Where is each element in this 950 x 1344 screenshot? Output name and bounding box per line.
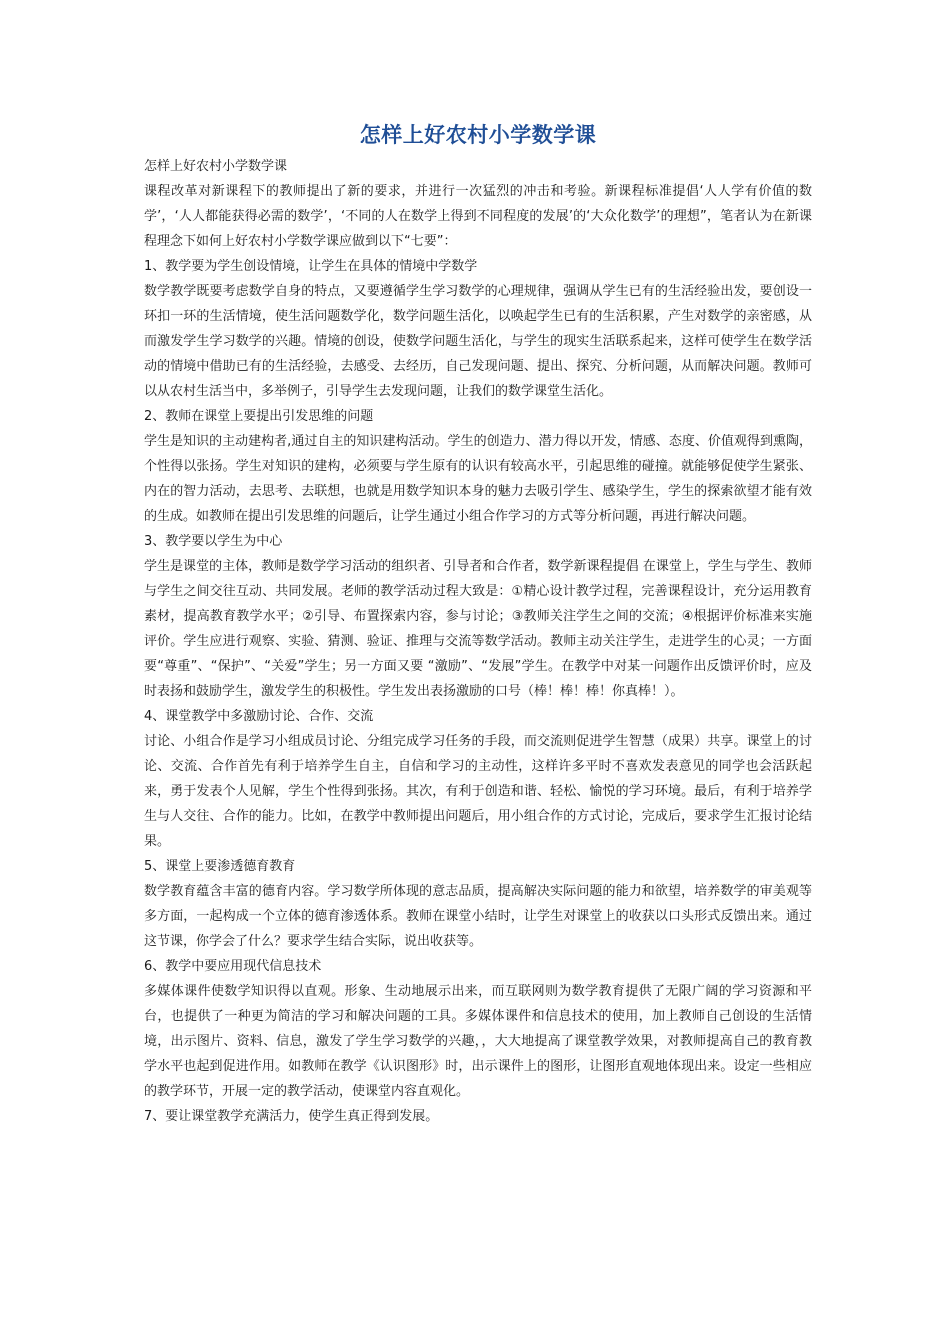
section-6-heading: 6、教学中要应用现代信息技术 xyxy=(144,959,322,974)
section-5-body: 数学教育蕴含丰富的德育内容。学习数学所体现的意志品质，提高解决实际问题的能力和欲望，培养数学的审美观等多方面，一起构成一个立体的德育渗透体系。教师在课堂小结时，让学生对课堂上的收获以口头形式反馈出来。通过这节课，你学会了什么？要求学生结合实际，说出收获等。 xyxy=(144,884,812,949)
intro-paragraph: 课程改革对新课程下的教师提出了新的要求，并进行一次猛烈的冲击和考验。新课程标准提倡‘人人学有价值的数学’，‘人人都能获得必需的数学’，‘不同的人在数学上得到不同程度的发展’的‘大众化数学’的理想”，笔者认为在新课程理念下如何上好农村小学数学课应做到以下“七要”： xyxy=(144,184,812,249)
section-1-body: 数学教学既要考虑数学自身的特点，又要遵循学生学习数学的心理规律，强调从学生已有的生活经验出发，要创设一环扣一环的生活情境，使生活问题数学化，数学问题生活化，以唤起学生已有的生活积累，产生对数学的亲密感，从而激发学生学习数学的兴趣。情境的创设，使数学问题生活化，与学生的现实生活联系起来，这样可使学生在数学活动的情境中借助已有的生活经验，去感受、去经历，自己发现问题、提出、探究、分析问题，从而解决问题。教师可以从农村生活当中，多举例子，引导学生去发现问题，让我们的数学课堂生活化。 xyxy=(144,284,812,399)
document-content xyxy=(144,120,812,1129)
document-subtitle: 怎样上好农村小学数学课 xyxy=(144,159,288,174)
section-4-heading: 4、课堂教学中多激励讨论、合作、交流 xyxy=(144,709,374,724)
section-2-body: 学生是知识的主动建构者,通过自主的知识建构活动。学生的创造力、潜力得以开发，情感、态度、价值观得到熏陶，个性得以张扬。学生对知识的建构，必须要与学生原有的认识有较高水平，引起思维的碰撞。就能够促使学生紧张、内在的智力活动，去思考、去联想，也就是用数学知识本身的魅力去吸引学生、感染学生，学生的探索欲望才能有效的生成。如教师在提出引发思维的问题后，让学生通过小组合作学习的方式等分析问题，再进行解决问题。 xyxy=(144,434,812,524)
section-3-body: 学生是课堂的主体，教师是数学学习活动的组织者、引导者和合作者，数学新课程提倡 在课堂上，学生与学生、教师与学生之间交往互动、共同发展。老师的教学活动过程大致是：①精心设计教学过程，完善课程设计，充分运用教育素材，提高教育教学水平；②引导、布置探索内容，参与讨论；③教师关注学生之间的交流；④根据评价标准来实施评价。学生应进行观察、实验、猜测、验证、推理与交流等数学活动。教师主动关注学生，走进学生的心灵；一方面要“尊重”、“保护”、“关爱”学生；另一方面又要 “激励”、“发展”学生。在教学中对某一问题作出反馈评价时，应及时表扬和鼓励学生，激发学生的积极性。学生发出表扬激励的口号（棒！棒！棒！你真棒！）。 xyxy=(144,559,812,699)
document-title: 怎样上好农村小学数学课 xyxy=(359,123,597,147)
section-1-heading: 1、教学要为学生创设情境，让学生在具体的情境中学数学 xyxy=(144,259,478,274)
section-3-heading: 3、教学要以学生为中心 xyxy=(144,534,283,549)
section-7-heading: 7、要让课堂教学充满活力，使学生真正得到发展。 xyxy=(144,1109,439,1124)
section-4-body: 讨论、小组合作是学习小组成员讨论、分组完成学习任务的手段，而交流则促进学生智慧（成果）共享。课堂上的讨论、交流、合作首先有利于培养学生自主，自信和学习的主动性，这样许多平时不喜欢发表意见的同学也会活跃起来，勇于发表个人见解，学生个性得到张扬。其次，有利于创造和谐、轻松、愉悦的学习环境。最后，有利于培养学生与人交往、合作的能力。比如，在教学中教师提出问题后，用小组合作的方式讨论，完成后，要求学生汇报讨论结果。 xyxy=(144,734,812,849)
section-6-body: 多媒体课件使数学知识得以直观。形象、生动地展示出来，而互联网则为数学教育提供了无限广阔的学习资源和平台，也提供了一种更为简洁的学习和解决问题的工具。多媒体课件和信息技术的使用，加上教师自己创设的生活情境，出示图片、资料、信息，激发了学生学习数学的兴趣，，大大地提高了课堂教学效果，对教师提高自己的教育教学水平也起到促进作用。如教师在教学《认识图形》时，出示课件上的图形，让图形直观地体现出来。设定一些相应的教学环节，开展一定的教学活动，使课堂内容直观化。 xyxy=(144,984,812,1099)
section-5-heading: 5、课堂上要渗透德育教育 xyxy=(144,859,296,874)
section-2-heading: 2、教师在课堂上要提出引发思维的问题 xyxy=(144,409,374,424)
